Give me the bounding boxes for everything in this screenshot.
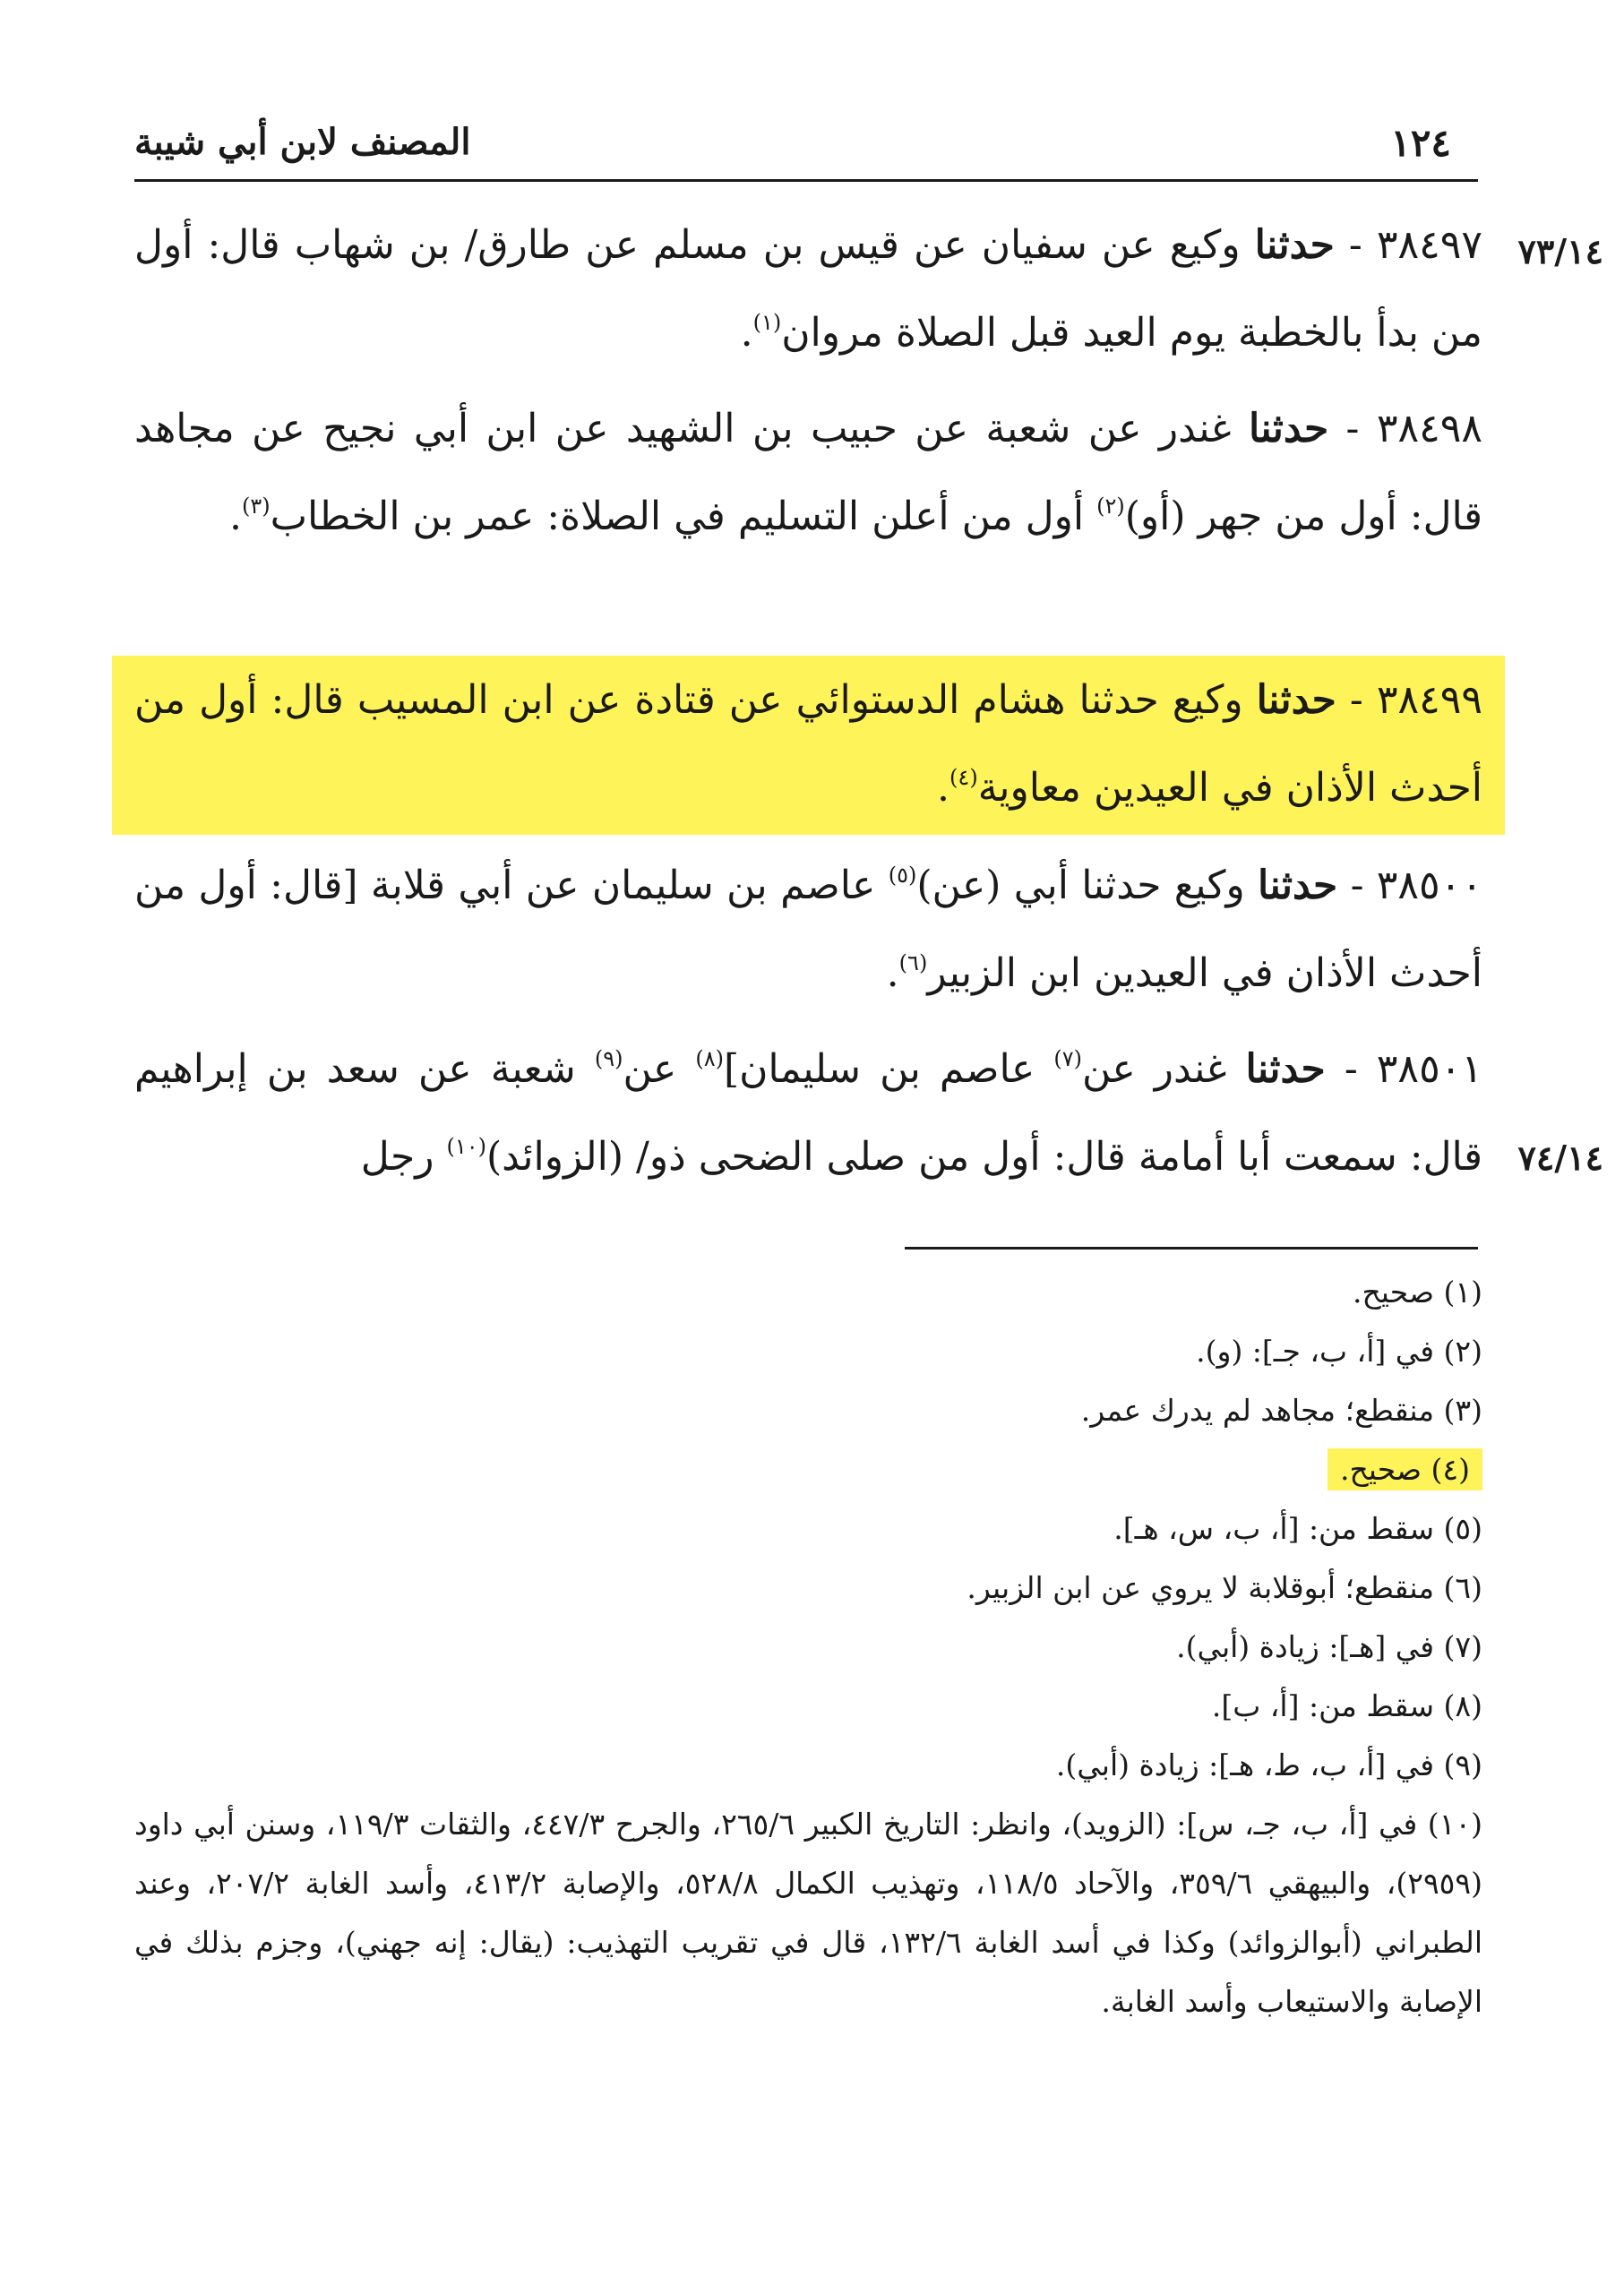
- hadith-text: وكيع حدثنا أبي (عن): [916, 863, 1245, 908]
- hadith-text: وكيع عن سفيان عن قيس بن مسلم عن طارق/ بن شهاب قال: أول من بدأ بالخطبة يوم العيد قبل الصلاة مروان: [134, 222, 1482, 356]
- margin-reference: ٧٤/١٤: [1517, 1138, 1603, 1178]
- book-title: المصنف لابن أبي شيبة: [134, 121, 471, 163]
- footnotes-section: [134, 1263, 1482, 2031]
- hadith-entry-highlighted: ٣٨٤٩٩ - حدثنا وكيع حدثنا هشام الدستوائي عن قتادة عن ابن المسيب قال: أول من أحدث الأذان في العيدين معاوية$^{(٤)}$.: [134, 677, 1482, 811]
- footnote: (٢) في [أ، ب، جـ]: (و).: [1196, 1334, 1482, 1369]
- footnote: (٩) في [أ، ب، ط، هـ]: زيادة (أبي).: [1055, 1748, 1482, 1782]
- footnote-highlight: (٤) صحيح.: [1328, 1448, 1482, 1490]
- hadith-text: عاصم بن سليمان]: [723, 1046, 1035, 1092]
- haddathana: حدثنا: [1245, 1046, 1326, 1092]
- footnote-ref: (٢): [1096, 494, 1125, 519]
- hadith-text: وكيع حدثنا هشام الدستوائي عن قتادة عن ابن المسيب قال: أول من أحدث الأذان في العيدين معاوية: [134, 677, 1482, 811]
- footnote: (٣) منقطع؛ مجاهد لم يدرك عمر.: [1080, 1393, 1482, 1428]
- haddathana: حدثنا: [1258, 863, 1338, 908]
- haddathana: حدثنا: [1256, 677, 1336, 723]
- hadith-number: ٣٨٥٠٠: [1376, 863, 1482, 908]
- hadith-number: ٣٨٤٩٧: [1376, 222, 1482, 268]
- hadith-text: عاصم بن سليمان عن أبي قلابة [قال: أول من أحدث الأذان في العيدين ابن الزبير: [134, 863, 1482, 996]
- hadith-text: شعبة عن سعد بن إبراهيم قال: سمعت أبا أمامة قال: أول من صلى الضحى ذو/ (الزوائد): [134, 1046, 1482, 1180]
- haddathana: حدثنا: [1248, 406, 1329, 451]
- footnote-ref: (٩): [594, 1046, 623, 1071]
- page-number: ١٢٤: [1390, 121, 1451, 165]
- hadith-entry: ٣٨٥٠١ - حدثنا غندر عن$^{(٧)}$ عاصم بن سليمان]$^{(٨)}$ عن$^{(٩)}$ شعبة عن سعد بن إبراهيم قال: سمعت أبا أمامة قال: أول من صلى الضحى ذو/ (الزوائد)$^{(١٠)}$ رجل: [134, 1046, 1482, 1180]
- hadith-text: عن: [623, 1046, 677, 1092]
- footnote: (٦) منقطع؛ أبوقلابة لا يروي عن ابن الزبير.: [967, 1570, 1482, 1605]
- hadith-number: ٣٨٤٩٨: [1376, 406, 1482, 451]
- footnote-divider: [905, 1247, 1478, 1250]
- footnote: (١٠) في [أ، ب، جـ، س]: (الزويد)، وانظر: التاريخ الكبير ٢٦٥/٦، والجرح ٤٤٧/٣، والثقات ١١٩/٣، وسنن أبي داود (٢٩٥٩)، والبيهقي ٣٥٩/٦، والآحاد ١١٨/٥، وتهذيب الكمال ٥٢٨/٨، والإصابة ٤١٣/٢، وأسد الغابة ٢٠٧/٢، وعند الطبراني (أبوالزوائد) وكذا في أسد الغابة ١٣٢/٦، قال في تقريب التهذيب: (يقال: إنه جهني)، وجزم بذلك في الإصابة والاستيعاب وأسد الغابة.: [134, 1807, 1483, 2019]
- hadith-number: ٣٨٤٩٩: [1376, 677, 1482, 723]
- footnote-ref: (١٠): [446, 1134, 486, 1159]
- footnote: (٧) في [هـ]: زيادة (أبي).: [1176, 1629, 1482, 1664]
- hadith-text: غندر عن: [1081, 1046, 1227, 1092]
- footnote-ref: (٦): [898, 950, 928, 975]
- hadith-text: غندر عن شعبة عن حبيب بن الشهيد عن ابن أبي نجيح عن مجاهد قال: أول من جهر (أو): [134, 406, 1482, 539]
- footnote-ref: (٧): [1053, 1046, 1082, 1071]
- haddathana: حدثنا: [1254, 222, 1335, 268]
- hadith-entry: ٣٨٤٩٨ - حدثنا غندر عن شعبة عن حبيب بن الشهيد عن ابن أبي نجيح عن مجاهد قال: أول من جهر (أو)$^{(٢)}$ أول من أعلن التسليم في الصلاة: عمر بن الخطاب$^{(٣)}$.: [134, 406, 1482, 539]
- hadith-text: أول من أعلن التسليم في الصلاة: عمر بن الخطاب: [270, 494, 1085, 539]
- margin-reference: ٧٣/١٤: [1517, 231, 1603, 271]
- footnote: (٨) سقط من: [أ، ب].: [1211, 1688, 1482, 1723]
- footnote-highlighted: [134, 1440, 1482, 1499]
- hadith-entry: ٣٨٤٩٧ - حدثنا وكيع عن سفيان عن قيس بن مسلم عن طارق/ بن شهاب قال: أول من بدأ بالخطبة يوم العيد قبل الصلاة مروان$^{(١)}$.: [134, 222, 1482, 356]
- hadith-number: ٣٨٥٠١: [1376, 1046, 1482, 1092]
- footnote-ref: (٤): [949, 765, 978, 790]
- footnote-ref: (١): [752, 310, 782, 335]
- footnote-ref: (٨): [695, 1046, 724, 1071]
- footnote-ref: (٥): [888, 863, 917, 888]
- footnote: (١) صحيح.: [1352, 1275, 1482, 1310]
- header-divider: [134, 179, 1478, 182]
- footnote-ref: (٣): [241, 494, 271, 519]
- footnote: (٥) سقط من: [أ، ب، س، هـ].: [1113, 1511, 1482, 1546]
- hadith-entry: ٣٨٥٠٠ - حدثنا وكيع حدثنا أبي (عن)$^{(٥)}$ عاصم بن سليمان عن أبي قلابة [قال: أول من أحدث الأذان في العيدين ابن الزبير$^{(٦)}$.: [134, 863, 1482, 996]
- hadith-text: رجل: [360, 1134, 434, 1180]
